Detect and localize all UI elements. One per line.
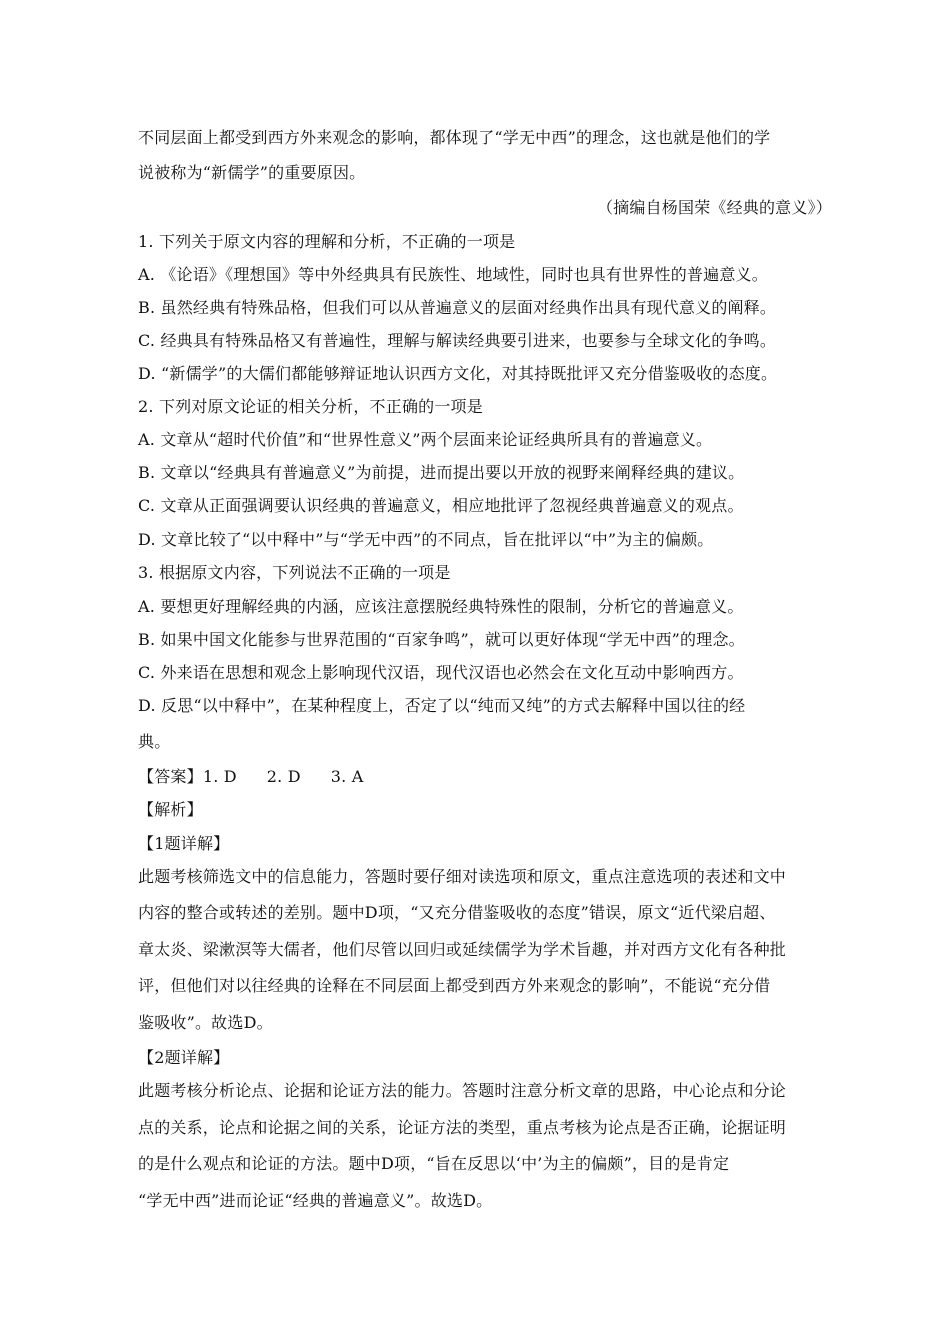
detail-2-line-3: 的是什么观点和论证的方法。题中D项，“旨在反思以‘中’为主的偏颇”，目的是肯定 (138, 1154, 730, 1173)
question-3-option-d-line-1: D. 反思“以中释中”，在某种程度上，否定了以“纯而又纯”的方式去解释中国以往的经 (138, 696, 746, 715)
passage-line-1: 不同层面上都受到西方外来观念的影响，都体现了“学无中西”的理念，这也就是他们的学 (138, 128, 771, 147)
question-2-option-b: B. 文章以“经典具有普遍意义”为前提，进而提出要以开放的视野来阐释经典的建议。 (138, 463, 745, 482)
answer-label: 【答案】 (138, 767, 203, 786)
question-2-option-c: C. 文章从正面强调要认识经典的普遍意义，相应地批评了忽视经典普遍意义的观点。 (138, 496, 744, 515)
answer-item: 1. D (202, 767, 237, 786)
detail-1-line-5: 鉴吸收”。故选D。 (138, 1013, 273, 1032)
question-3-option-d-line-2: 典。 (138, 732, 171, 751)
question-2-option-d: D. 文章比较了“以中释中”与“学无中西”的不同点，旨在批评以“中”为主的偏颇。 (138, 530, 714, 549)
question-2-option-a: A. 文章从“超时代价值”和“世界性意义”两个层面来论证经典所具有的普遍意义。 (138, 430, 713, 449)
answer-item: 3. A (330, 767, 364, 786)
detail-2-heading: 【2题详解】 (138, 1048, 230, 1067)
question-3-option-c: C. 外来语在思想和观念上影响现代汉语，现代汉语也必然会在文化互动中影响西方。 (138, 663, 744, 682)
detail-1-line-3: 章太炎、梁漱溟等大儒者，他们尽管以回归或延续儒学为学术旨趣，并对西方文化有各种批 (138, 940, 787, 959)
question-3-option-a: A. 要想更好理解经典的内涵，应该注意摆脱经典特殊性的限制，分析它的普遍意义。 (138, 597, 744, 616)
answer-row (138, 766, 828, 788)
question-2-stem: 2. 下列对原文论证的相关分析，不正确的一项是 (138, 397, 483, 416)
answer-item: 2. D (266, 767, 301, 786)
detail-1-line-1: 此题考核筛选文中的信息能力，答题时要仔细对读选项和原文，重点注意选项的表述和文中 (138, 867, 787, 886)
question-3-option-b: B. 如果中国文化能参与世界范围的“百家争鸣”，就可以更好体现“学无中西”的理念。 (138, 630, 745, 649)
passage-line-2: 说被称为“新儒学”的重要原因。 (138, 163, 366, 182)
detail-1-line-4: 评，但他们对以往经典的诠释在不同层面上都受到西方外来观念的影响”，不能说“充分借 (138, 976, 771, 995)
analysis-label: 【解析】 (138, 800, 203, 819)
question-3-stem: 3. 根据原文内容，下列说法不正确的一项是 (138, 563, 451, 582)
detail-1-heading: 【1题详解】 (138, 834, 230, 853)
question-1-option-c: C. 经典具有特殊品格又有普遍性，理解与解读经典要引进来，也要参与全球文化的争鸣。 (138, 331, 777, 350)
detail-1-line-2: 内容的整合或转述的差别。题中D项，“又充分借鉴吸收的态度”错误，原文“近代梁启超、 (138, 903, 776, 922)
source-citation: （摘编自杨国荣《经典的意义》） (596, 198, 832, 217)
question-1-stem: 1. 下列关于原文内容的理解和分析，不正确的一项是 (138, 232, 516, 251)
detail-2-line-2: 点的关系，论点和论据之间的关系，论证方法的类型，重点考核为论点是否正确，论据证明 (138, 1118, 787, 1137)
detail-2-line-1: 此题考核分析论点、论据和论证方法的能力。答题时注意分析文章的思路，中心论点和分论 (138, 1081, 787, 1100)
question-1-option-b: B. 虽然经典有特殊品格，但我们可以从普遍意义的层面对经典作出具有现代意义的阐释。 (138, 298, 777, 317)
question-1-option-a: A. 《论语》《理想国》等中外经典具有民族性、地域性，同时也具有世界性的普遍意义。 (138, 265, 768, 284)
question-1-option-d: D. “新儒学”的大儒们都能够辩证地认识西方文化，对其持既批评又充分借鉴吸收的态度。 (138, 364, 778, 383)
detail-2-line-4: “学无中西”进而论证“经典的普遍意义”。故选D。 (138, 1191, 493, 1210)
